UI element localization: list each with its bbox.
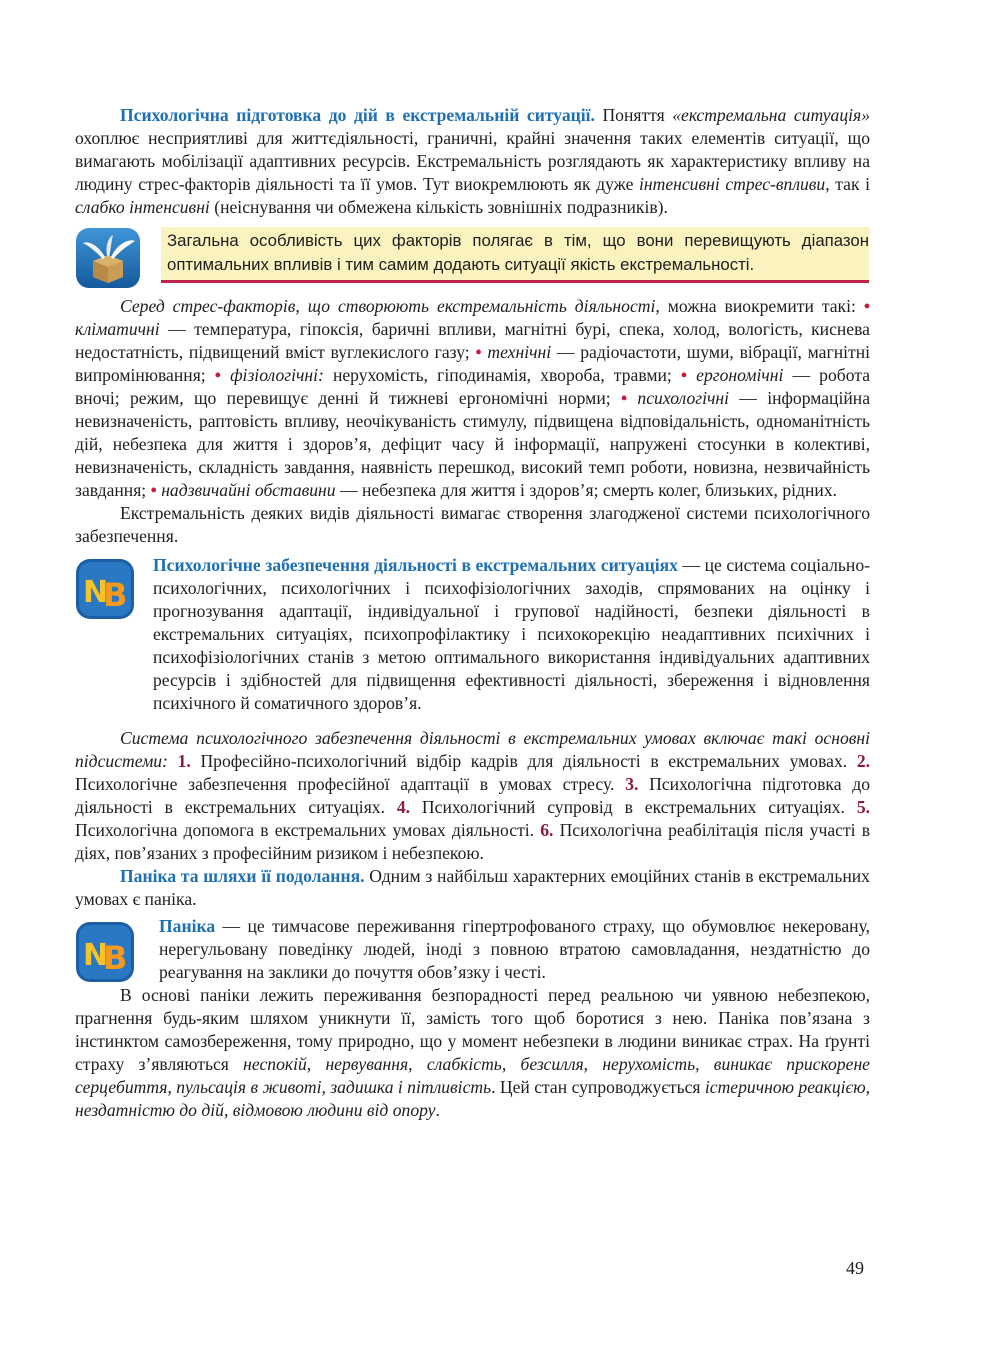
bullet: • — [680, 365, 688, 385]
item-number: 6. — [540, 820, 554, 840]
text: — інформаційна невизначеність, раптовість впливу, неочікуваність стимулу, підвищена відповідальність, одноманітність дій, небезпека для життя і здоров’я, дефіцит часу й інформації, напружені стосунки в колективі, невизначеність, складність завдання, наявність перешкод, високий темп роботи, новизна, незвичайність завдання; — [75, 388, 871, 500]
text: — температура, гіпоксія, баричні впливи, магнітні бурі, спека, холод, вологість, киснева недостатність, підвищений вміст вуглекислого газу; — [75, 319, 870, 362]
item-number: 5. — [856, 797, 871, 817]
section-heading: Паніка та шляхи її подолання. — [120, 866, 365, 886]
bullet: • — [620, 388, 628, 408]
nb-definition-support — [75, 554, 870, 715]
bullet: • — [150, 480, 157, 500]
text: Одним з найбільш характерних емоційних станів в екстремальних умовах є паніка. — [75, 866, 870, 909]
item-text: Психологічна підготовка до діяльності в екстремальних ситуаціях. — [75, 774, 870, 817]
factor-name: фізіологічні: — [230, 365, 324, 385]
svg-text:N: N — [83, 938, 109, 973]
factor-name: надзвичайні обставини — [161, 480, 336, 500]
italic-term: «екстремальна ситуація» — [672, 105, 870, 125]
text: охоплює несприятливі для життєдіяльності, граничні, крайні значення таких елементів ситуації, що вимагають мобілізації адаптивних ресурсів. Екстремальність розглядають як характеристику впливу на людину стрес-факторів діяльності та її умов. Тут виокремлюють як дуже — [75, 128, 870, 194]
text: — робота вночі; режим, що перевищує денні й тижневі ергономічні норми; — [75, 365, 871, 408]
definition-text: — це тимчасове переживання гіпертрофованого страху, що обумовлює некеровану, нерегульовану поведінку людей, іноді з повною втратою самовладання, нездатністю до реагування на заклики до почуття обов’язку і честі. — [159, 916, 870, 982]
nb-definition-panic — [75, 915, 870, 984]
definition-panic — [75, 915, 870, 984]
paragraph-panic-basis — [75, 984, 870, 1122]
factor-name: ергономічні — [696, 365, 784, 385]
paragraph-panic-intro — [75, 865, 870, 911]
item-text: Психологічна допомога в екстремальних умовах діяльності. — [75, 820, 541, 840]
paragraph-subsystems — [75, 727, 870, 865]
book-birds-icon — [75, 227, 141, 289]
factor-name: кліматичні — [75, 319, 160, 339]
bullet: • — [863, 296, 870, 316]
paragraph-stress-factors — [75, 295, 870, 502]
text: можна виокремити такі: — [659, 296, 864, 316]
italic-term: слабко інтенсивні — [75, 197, 210, 217]
text: , так і — [825, 174, 871, 194]
item-text: Професійно-психологічний відбір кадрів для діяльності в екстремальних умовах. — [190, 751, 857, 771]
note-block — [75, 227, 870, 289]
definition-support — [75, 554, 870, 715]
bullet: • — [475, 342, 482, 362]
text: (неіснування чи обмежена кількість зовнішніх подразників). — [209, 197, 668, 217]
text: В основі паніки лежить переживання безпорадності перед реальною чи уявною небезпекою, прагнення будь-яким шляхом уникнути її, замість того щоб боротися з нею. Паніка пов’язана з інстинктом самозбереження, тому природно, що у момент небезпеки в людини виникає страх. На ґрунті страху з’являються — [75, 985, 870, 1074]
svg-text:B: B — [103, 576, 128, 614]
definition-term: Психологічне забезпечення діяльності в екстремальних ситуаціях — [153, 555, 678, 575]
item-number: 3. — [625, 774, 639, 794]
text: нерухомість, гіподинамія, хвороба, травми; — [323, 365, 681, 385]
italic-symptoms: неспокій, нервування, слабкість, безсилля, нерухомість, виникає прискорене серцебиття, пульсація в животі, задишка і пітливість — [75, 1054, 870, 1097]
bullet: • — [214, 365, 221, 385]
svg-text:N: N — [83, 575, 109, 610]
factor-name: технічні — [487, 342, 552, 362]
text: . Цей стан супроводжується — [491, 1077, 705, 1097]
note-highlight: Загальна особливість цих факторів полягає в тім, що вони перевищують діапазон оптимальних впливів і тим самим додають ситуації якість екстремальності. — [161, 227, 869, 283]
item-number: 4. — [396, 797, 411, 817]
text: — небезпека для життя і здоров’я; смерть колег, близьких, рідних. — [335, 480, 838, 500]
item-text: Психологічна реабілітація після участі в діях, пов’язаних з професійним ризиком і небезпекою. — [75, 820, 870, 863]
nb-icon — [75, 558, 135, 620]
italic-intro: Система психологічного забезпечення діяльності в екстремальних умовах включає такі основні підсистеми: — [75, 728, 870, 771]
definition-term: Паніка — [159, 916, 216, 936]
nb-icon — [75, 921, 135, 983]
item-number: 2. — [856, 751, 871, 771]
text: Поняття — [594, 105, 673, 125]
page-number: 49 — [846, 1258, 864, 1278]
text: — радіочастоти, шуми, вібрації, магнітні випромінювання; — [75, 342, 870, 385]
paragraph-system: Екстремальність деяких видів діяльності вимагає створення злагодженої системи психологічного забезпечення. — [75, 503, 870, 546]
item-text: Психологічне забезпечення професійної адаптації в умовах стресу. — [75, 774, 626, 794]
section-heading: Психологічна підготовка до дій в екстремальній ситуації. — [120, 105, 595, 125]
paragraph-extreme-situation — [75, 104, 870, 219]
svg-text:B: B — [103, 939, 128, 977]
item-number: 1. — [177, 751, 191, 771]
page-content — [75, 104, 870, 1122]
factor-name: психологічні — [637, 388, 729, 408]
item-text: Психологічний супровід в екстремальних ситуаціях. — [410, 797, 857, 817]
text: . — [435, 1100, 440, 1120]
italic-intro: Серед стрес-факторів, що створюють екстремальність діяльності, — [120, 296, 660, 316]
definition-text: — це система соціально-психологічних, психологічних і психофізіологічних заходів, спрямованих на оцінку і прогнозування адаптації, індивідуальної і групової надійності, безпеки діяльності в екстремальних ситуаціях, психопрофілактику і психокорекцію неадаптивних психічних і психофізіологічних станів з метою оптимального використання індивідуальних адаптивних ресурсів і здібностей для підвищення ефективності діяльності, збереження і відновлення психічного й соматичного здоров’я. — [153, 555, 870, 713]
italic-term: інтенсивні стрес-впливи — [639, 174, 826, 194]
italic-reactions: істеричною реакцією, нездатністю до дій, відмовою людини від опору — [75, 1077, 870, 1120]
